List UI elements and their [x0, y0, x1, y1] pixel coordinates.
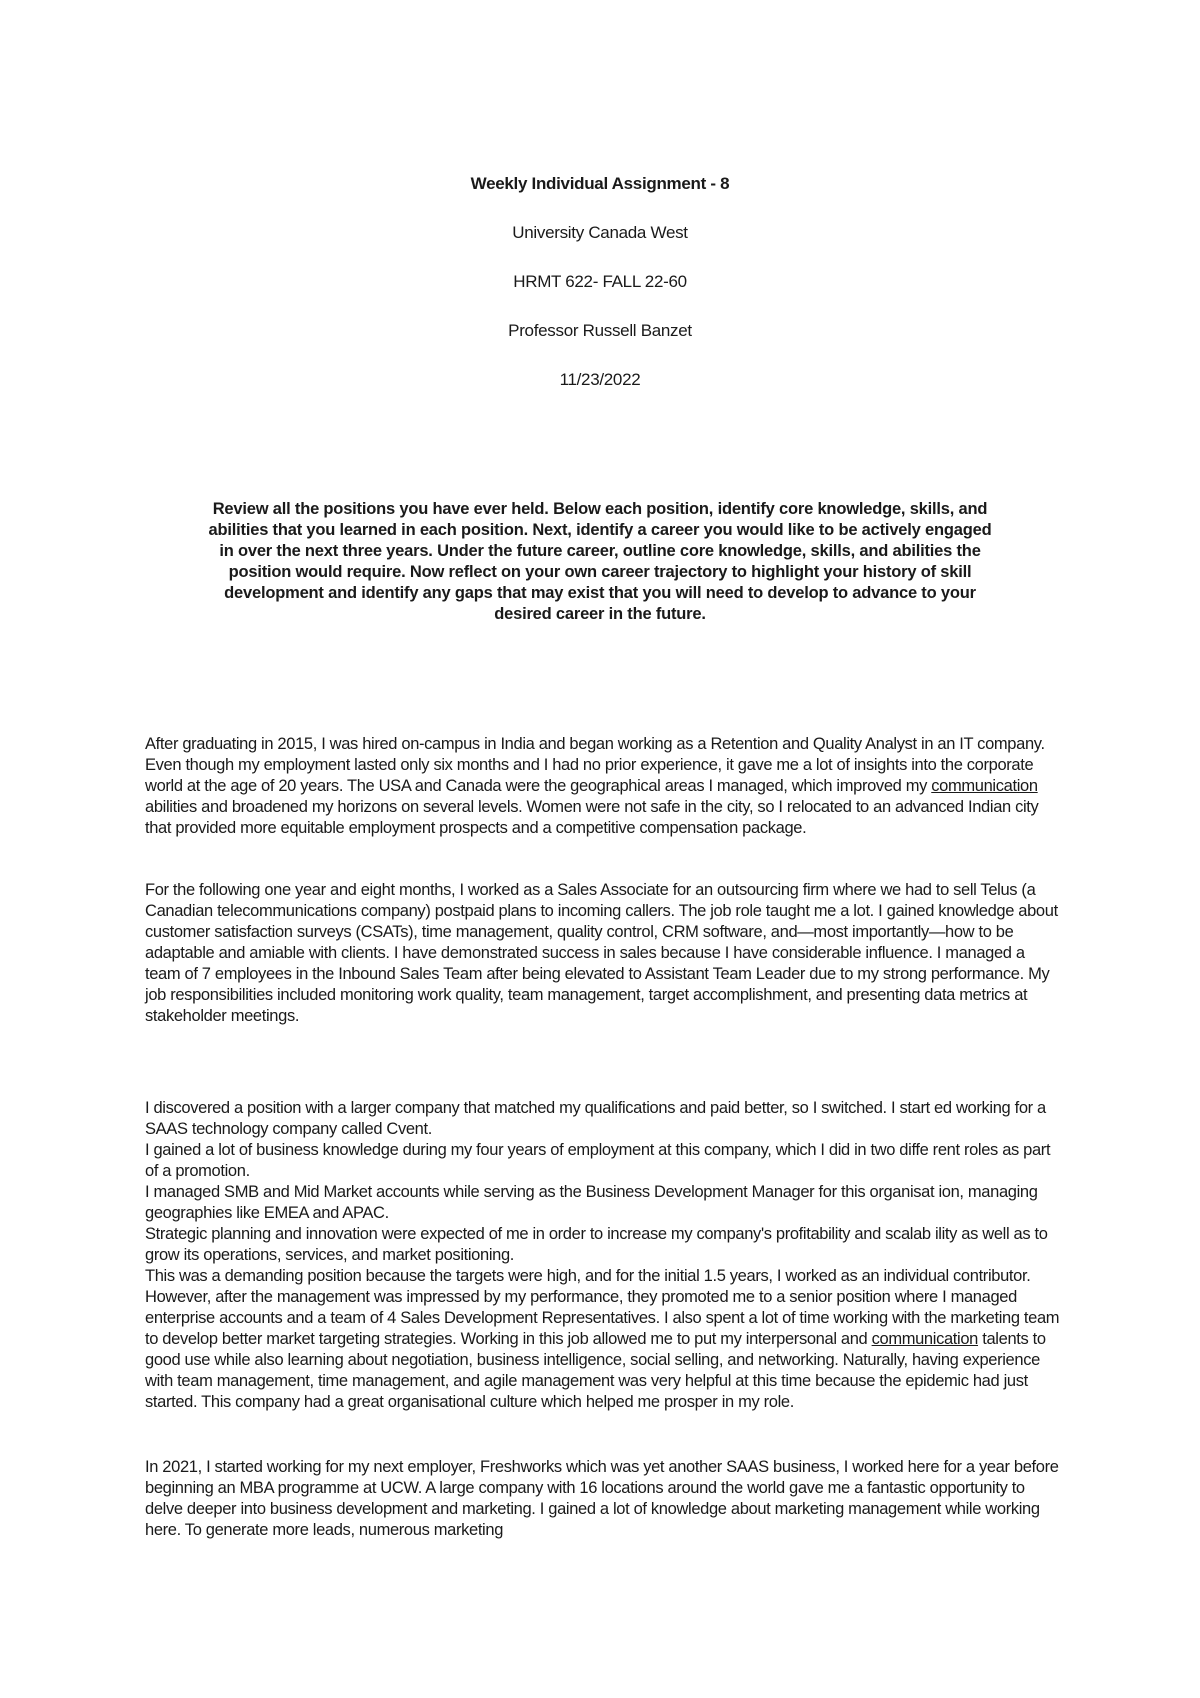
- paragraph-text: This was a demanding position because the targets were high, and for the initial 1.5 years, I worked as an individual contributor. However, after the management was impressed by my performance, they promoted me to a senior position where I managed enterprise accounts and a team of 4 Sales Development Representatives. I also spent a lot of time working with the marketing team to develop better market targeting strategies. Working in this job allowed me to put my interpersonal and: [145, 1267, 1060, 1348]
- communication-link[interactable]: communication: [871, 1330, 979, 1348]
- paragraph-line: I gained a lot of business knowledge during my four years of employment at this company, which I did in two diffe rent roles as part of a promotion.: [145, 1141, 1051, 1180]
- university-name: University Canada West: [512, 223, 688, 242]
- paragraph-sales-associate: [145, 880, 1060, 1027]
- document-title: Weekly Individual Assignment - 8: [470, 174, 730, 193]
- paragraph-text: For the following one year and eight months, I worked as a Sales Associate for an outsourcing firm where we had to sell Telus (a Canadian telecommunications company) postpaid plans to incoming callers. The job role taught me a lot. I gained knowledge about customer satisfaction surveys (CSATs), time management, quality control, CRM software, and—most importantly—how to be adaptable and amiable with clients. I have demonstrated success in sales because I have considerable influence. I managed a team of 7 employees in the Inbound Sales Team after being elevated to Assistant Team Leader due to my strong performance. My job responsibilities included monitoring work quality, team management, target accomplishment, and presenting data metrics at stakeholder meetings.: [145, 881, 1058, 1025]
- paragraph-line: I managed SMB and Mid Market accounts while serving as the Business Development Manager for this organisat ion, managing geographies like EMEA and APAC.: [145, 1183, 1038, 1222]
- paragraph-text: In 2021, I started working for my next employer, Freshworks which was yet another SAAS business, I worked here for a year before beginning an MBA programme at UCW. A large company with 16 locations around the world gave me a fantastic opportunity to delve deeper into business development and marketing. I gained a lot of knowledge about marketing management while working here. To generate more leads, numerous marketing: [145, 1458, 1059, 1539]
- paragraph-line: I discovered a position with a larger company that matched my qualifications and paid better, so I switched. I start ed working for a SAAS technology company called Cvent.: [145, 1099, 1046, 1138]
- paragraph-first-job: [145, 734, 1060, 839]
- paragraph-freshworks: [145, 1457, 1060, 1541]
- paragraph-cvent: [145, 1098, 1060, 1413]
- communication-link[interactable]: communication: [931, 777, 1038, 795]
- assignment-prompt: Review all the positions you have ever held. Below each position, identify core knowledge, skills, and abilities that you learned in each position. Next, identify a career you would like to be actively engaged in over the next three years. Under the future career, outline core knowledge, skills, and abilities the position would require. Now reflect on your own career trajectory to highlight your history of skill development and identify any gaps that may exist that you will need to develop to advance to your desired career in the future.: [208, 500, 992, 623]
- paragraph-text: After graduating in 2015, I was hired on-campus in India and began working as a Retention and Quality Analyst in an IT company. Even though my employment lasted only six months and I had no prior experience, it gave me a lot of insights into the corporate world at the age of 20 years. The USA and Canada were the geographical areas I managed, which improved my: [145, 735, 1045, 795]
- submission-date: 11/23/2022: [559, 370, 641, 389]
- paragraph-text: talents to good use while also learning about negotiation, business intelligence, social selling, and networking. Naturally, having experience with team management, time management, and agile management was very helpful at this time because the epidemic had just started. This company had a great organisational culture which helped me prosper in my role.: [145, 1330, 1046, 1411]
- course-code: HRMT 622- FALL 22-60: [513, 272, 687, 291]
- paragraph-line: Strategic planning and innovation were expected of me in order to increase my company's profitability and scalab ility as well as to grow its operations, services, and market positioning.: [145, 1225, 1048, 1264]
- professor-name: Professor Russell Banzet: [508, 321, 692, 340]
- paragraph-text: abilities and broadened my horizons on several levels. Women were not safe in the city, so I relocated to an advanced Indian city that provided more equitable employment prospects and a competitive compensation package.: [145, 798, 1039, 837]
